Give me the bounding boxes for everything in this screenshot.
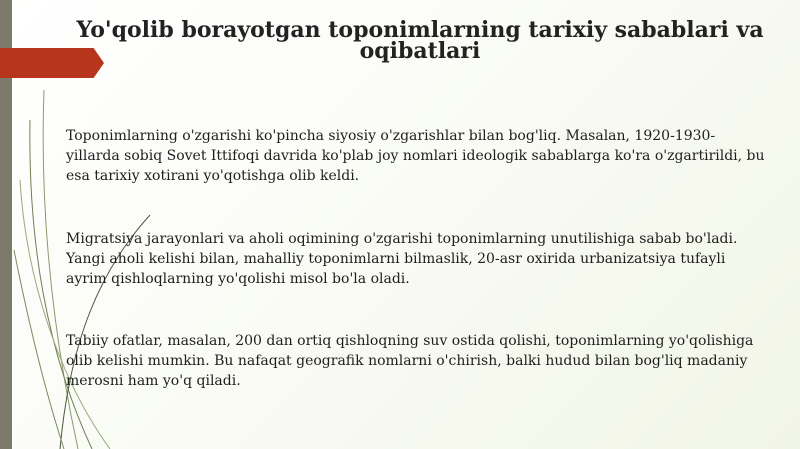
paragraph-political: Toponimlarning o'zgarishi ko'pincha siyosiy o'zgarishlar bilan bog'liq. Masalan, 1920-1930-yillarda sobiq Sovet Ittifoqi davrida ko'plab joy nomlari ideologik sabablarga ko'ra o'zgartirildi, bu esa tarixiy xotirani yo'qotishga olib keldi. <box>66 128 765 184</box>
paragraph-natural-disasters: Tabiiy ofatlar, masalan, 200 dan ortiq qishloqning suv ostida qolishi, toponimlarning yo'qolishiga olib kelishi mumkin. Bu nafaqat geografik nomlarni o'chirish, balki hudud bilan bog'liq madaniy merosni ham yo'q qiladi. <box>66 333 754 389</box>
paragraph-migration: Migratsiya jarayonlari va aholi oqimining o'zgarishi toponimlarning unutilishiga sabab bo'ladi. Yangi aholi kelishi bilan, mahalliy toponimlarni bilmaslik, 20-asr oxirida urbanizatsiya tufayli ayrim qishloqlarning yo'qolishi misol bo'la oladi. <box>66 231 738 287</box>
slide-title: Yo'qolib borayotgan toponimlarning tarixiy sabablari va oqibatlari <box>76 17 764 64</box>
